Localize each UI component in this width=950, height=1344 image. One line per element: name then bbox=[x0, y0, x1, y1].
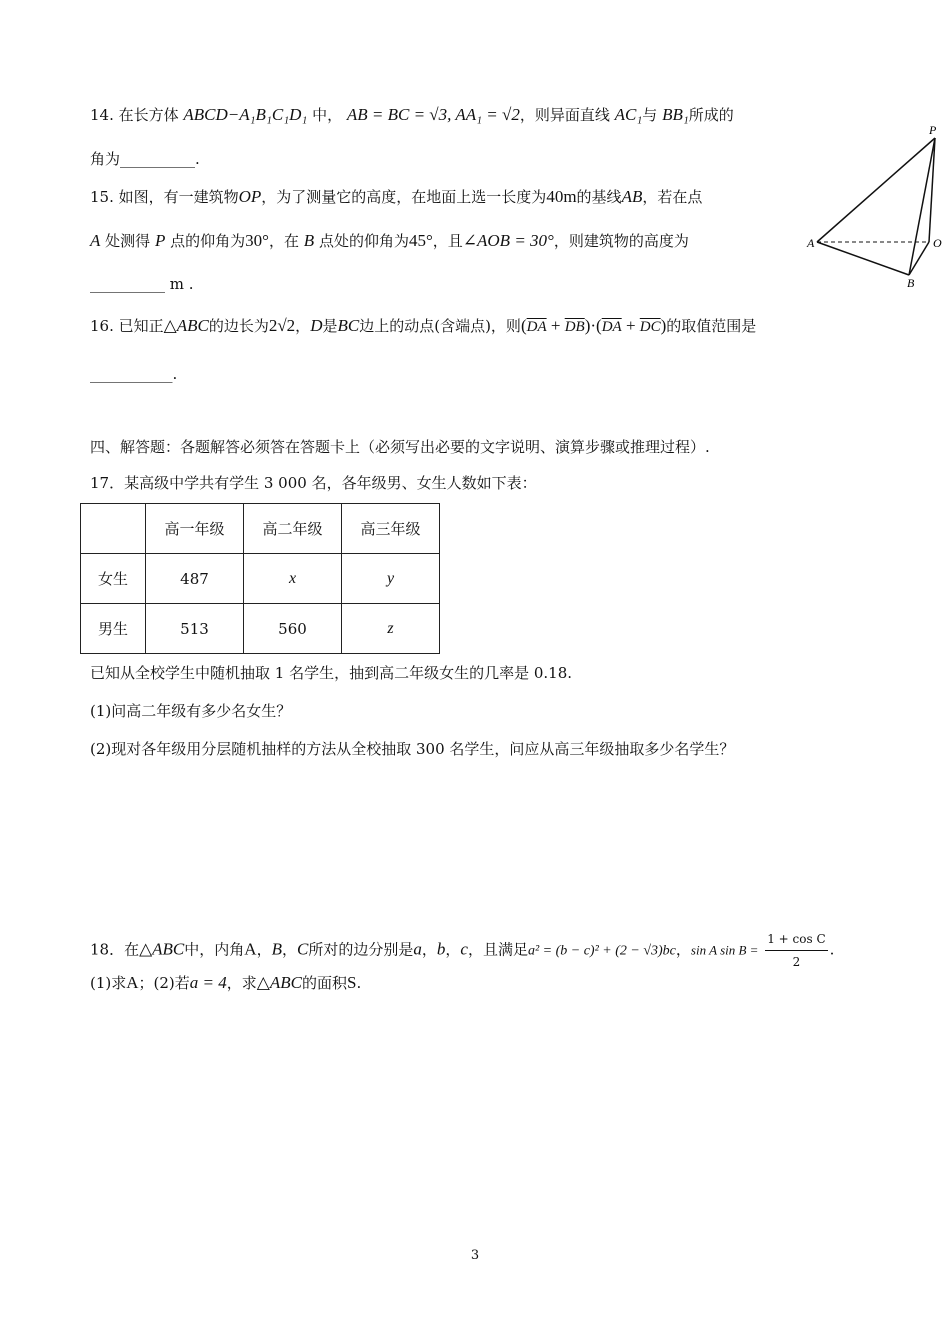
q15-line2: A 处测得 P 点的仰角为30°，在 B 点处的仰角为45°，且∠AOB = 30°，则建筑物的高度为 bbox=[90, 231, 689, 250]
table-header-cell: 高一年级 bbox=[146, 504, 244, 554]
label-a: A bbox=[807, 236, 815, 250]
q18-line2: (1)求A；(2)若a = 4，求△ABC的面积S. bbox=[90, 973, 362, 992]
building-figure bbox=[805, 120, 945, 295]
table-cell: 513 bbox=[146, 604, 244, 654]
label-o: O bbox=[933, 236, 942, 250]
q15-line3: __________ m . bbox=[90, 275, 194, 293]
table-row bbox=[81, 604, 440, 654]
section4-heading: 四、解答题：各题解答必须答在答题卡上（必须写出必要的文字说明、演算步骤或推理过程）. bbox=[90, 438, 710, 456]
table-cell: 560 bbox=[244, 604, 342, 654]
table-cell: 女生 bbox=[81, 554, 146, 604]
label-p: P bbox=[929, 123, 937, 137]
q16-line2: ___________. bbox=[90, 365, 178, 383]
q17-part2: (2)现对各年级用分层随机抽样的方法从全校抽取 300 名学生，问应从高三年级抽取多少名学生？ bbox=[90, 740, 735, 758]
q14-line2: 角为__________. bbox=[90, 150, 200, 168]
table-row bbox=[81, 554, 440, 604]
table-header-cell bbox=[81, 504, 146, 554]
q17-intro: 17．某高级中学共有学生 3 000 名，各年级男、女生人数如下表： bbox=[90, 474, 537, 492]
table-header-cell: 高三年级 bbox=[342, 504, 440, 554]
q18-line1: 18．在△ABC中，内角A，B，C所对的边分别是a，b，c，且满足a² = (b − c)² + (2 − √3)bc，sin A sin B = $\frac{\text{1 + cos C}}{2}$ . bbox=[90, 928, 834, 973]
label-b: B bbox=[907, 276, 915, 290]
table-cell: y bbox=[342, 554, 440, 604]
q14-line1: 14. 在长方体 ABCD−A₁B₁C₁D₁ 中， AB = BC = √3, AA₁ = √2，则异面直线 AC₁与 BB₁所成的 bbox=[90, 105, 734, 124]
q16-line1: 16. 已知正△ABC的边长为2√2，D是BC边上的动点(含端点)，则$(\overline{DA} + \overline{DB})\cdot(\overline{DA} + \overline{DC})$的取值范围是 bbox=[90, 316, 757, 335]
grade-table bbox=[80, 503, 440, 654]
page-number: 3 bbox=[470, 1248, 480, 1263]
fraction: $\frac{\text{1 + cos C}}{2}$ bbox=[765, 928, 827, 973]
q15-line1: 15. 如图，有一建筑物OP，为了测量它的高度，在地面上选一长度为40m的基线AB，若在点 bbox=[90, 187, 703, 206]
q17-part1: (1)问高二年级有多少名女生？ bbox=[90, 702, 292, 720]
table-cell: 男生 bbox=[81, 604, 146, 654]
table-cell: 487 bbox=[146, 554, 244, 604]
table-header-cell: 高二年级 bbox=[244, 504, 342, 554]
table-header-row bbox=[81, 504, 440, 554]
q17-after: 已知从全校学生中随机抽取 1 名学生，抽到高二年级女生的几率是 0.18. bbox=[90, 664, 573, 682]
table-cell: x bbox=[244, 554, 342, 604]
table-cell: z bbox=[342, 604, 440, 654]
